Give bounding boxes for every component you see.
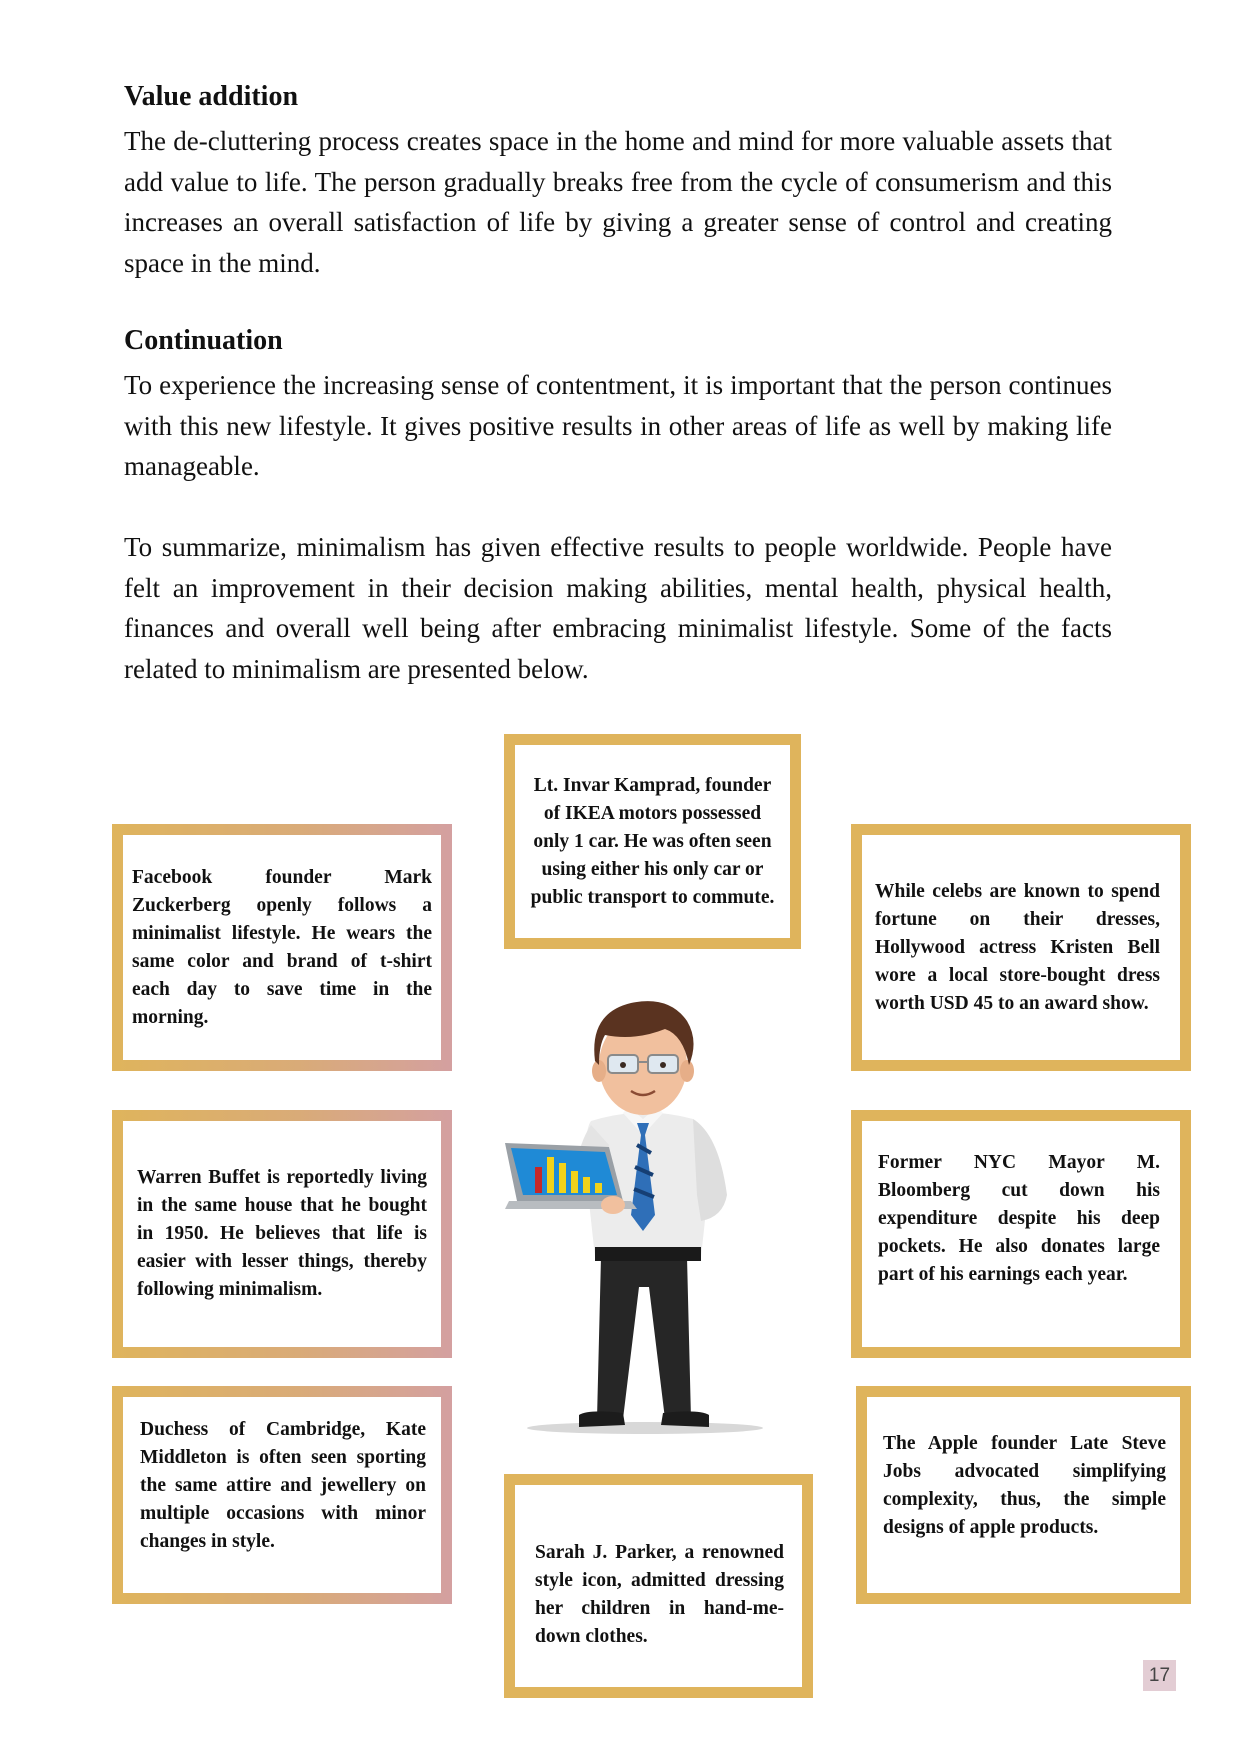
fact-text: Warren Buffet is reportedly living in the same house that he bought in 1950. He believes that life is easier with lesser things, thereby following minimalism. (137, 1167, 427, 1300)
fact-text: The Apple founder Late Steve Jobs advocated simplifying complexity, thus, the simple designs of apple products. (883, 1433, 1166, 1538)
fact-box-parker (504, 1474, 813, 1698)
section-heading: Continuation (124, 325, 283, 356)
fact-text: Lt. Invar Kamprad, founder of IKEA motors possessed only 1 car. He was often seen using either his only car or public transport to commute. (530, 774, 775, 908)
section-continuation (124, 321, 1112, 487)
section-body: To experience the increasing sense of contentment, it is important that the person continues with this new lifestyle. It gives positive results in other areas of life as well by making life manageable. (124, 370, 1112, 481)
fact-box-kamprad (504, 734, 801, 949)
fact-text: Facebook founder Mark Zuckerberg openly follows a minimalist lifestyle. He wears the same color and brand of t-shirt each day to save time in the morning. (132, 866, 432, 1028)
businessman-laptop-illustration (505, 995, 780, 1435)
fact-box-middleton (112, 1386, 452, 1604)
summary-paragraph: To summarize, minimalism has given effective results to people worldwide. People have felt an improvement in their decision making abilities, mental health, physical health, finances and overall well being after embracing minimalist lifestyle. Some of the facts related to minimalism are presented below. (124, 532, 1112, 684)
section-body: The de-cluttering process creates space in the home and mind for more valuable assets that add value to life. The person gradually breaks free from the cycle of consumerism and this increases an overall satisfaction of life by giving a greater sense of control and creating space in the mind. (124, 126, 1112, 278)
fact-box-bloomberg (851, 1110, 1191, 1358)
fact-box-buffet (112, 1110, 452, 1358)
fact-text: Former NYC Mayor M. Bloomberg cut down his expenditure despite his deep pockets. He also donates large part of his earnings each year. (878, 1152, 1160, 1285)
fact-text: While celebs are known to spend fortune on their dresses, Hollywood actress Kristen Bell wore a local store-bought dress worth USD 45 to an award show. (875, 880, 1160, 1014)
fact-box-zuckerberg (112, 824, 452, 1071)
section-summary (124, 527, 1112, 689)
section-value-addition (124, 77, 1112, 283)
fact-text: Duchess of Cambridge, Kate Middleton is often seen sporting the same attire and jewellery on multiple occasions with minor changes in style. (140, 1419, 426, 1552)
fact-box-bell (851, 824, 1191, 1071)
fact-text: Sarah J. Parker, a renowned style icon, admitted dressing her children in hand-me-down clothes. (535, 1542, 784, 1647)
fact-box-jobs (856, 1386, 1191, 1604)
page-number: 17 (1143, 1660, 1176, 1691)
section-heading: Value addition (124, 81, 299, 112)
